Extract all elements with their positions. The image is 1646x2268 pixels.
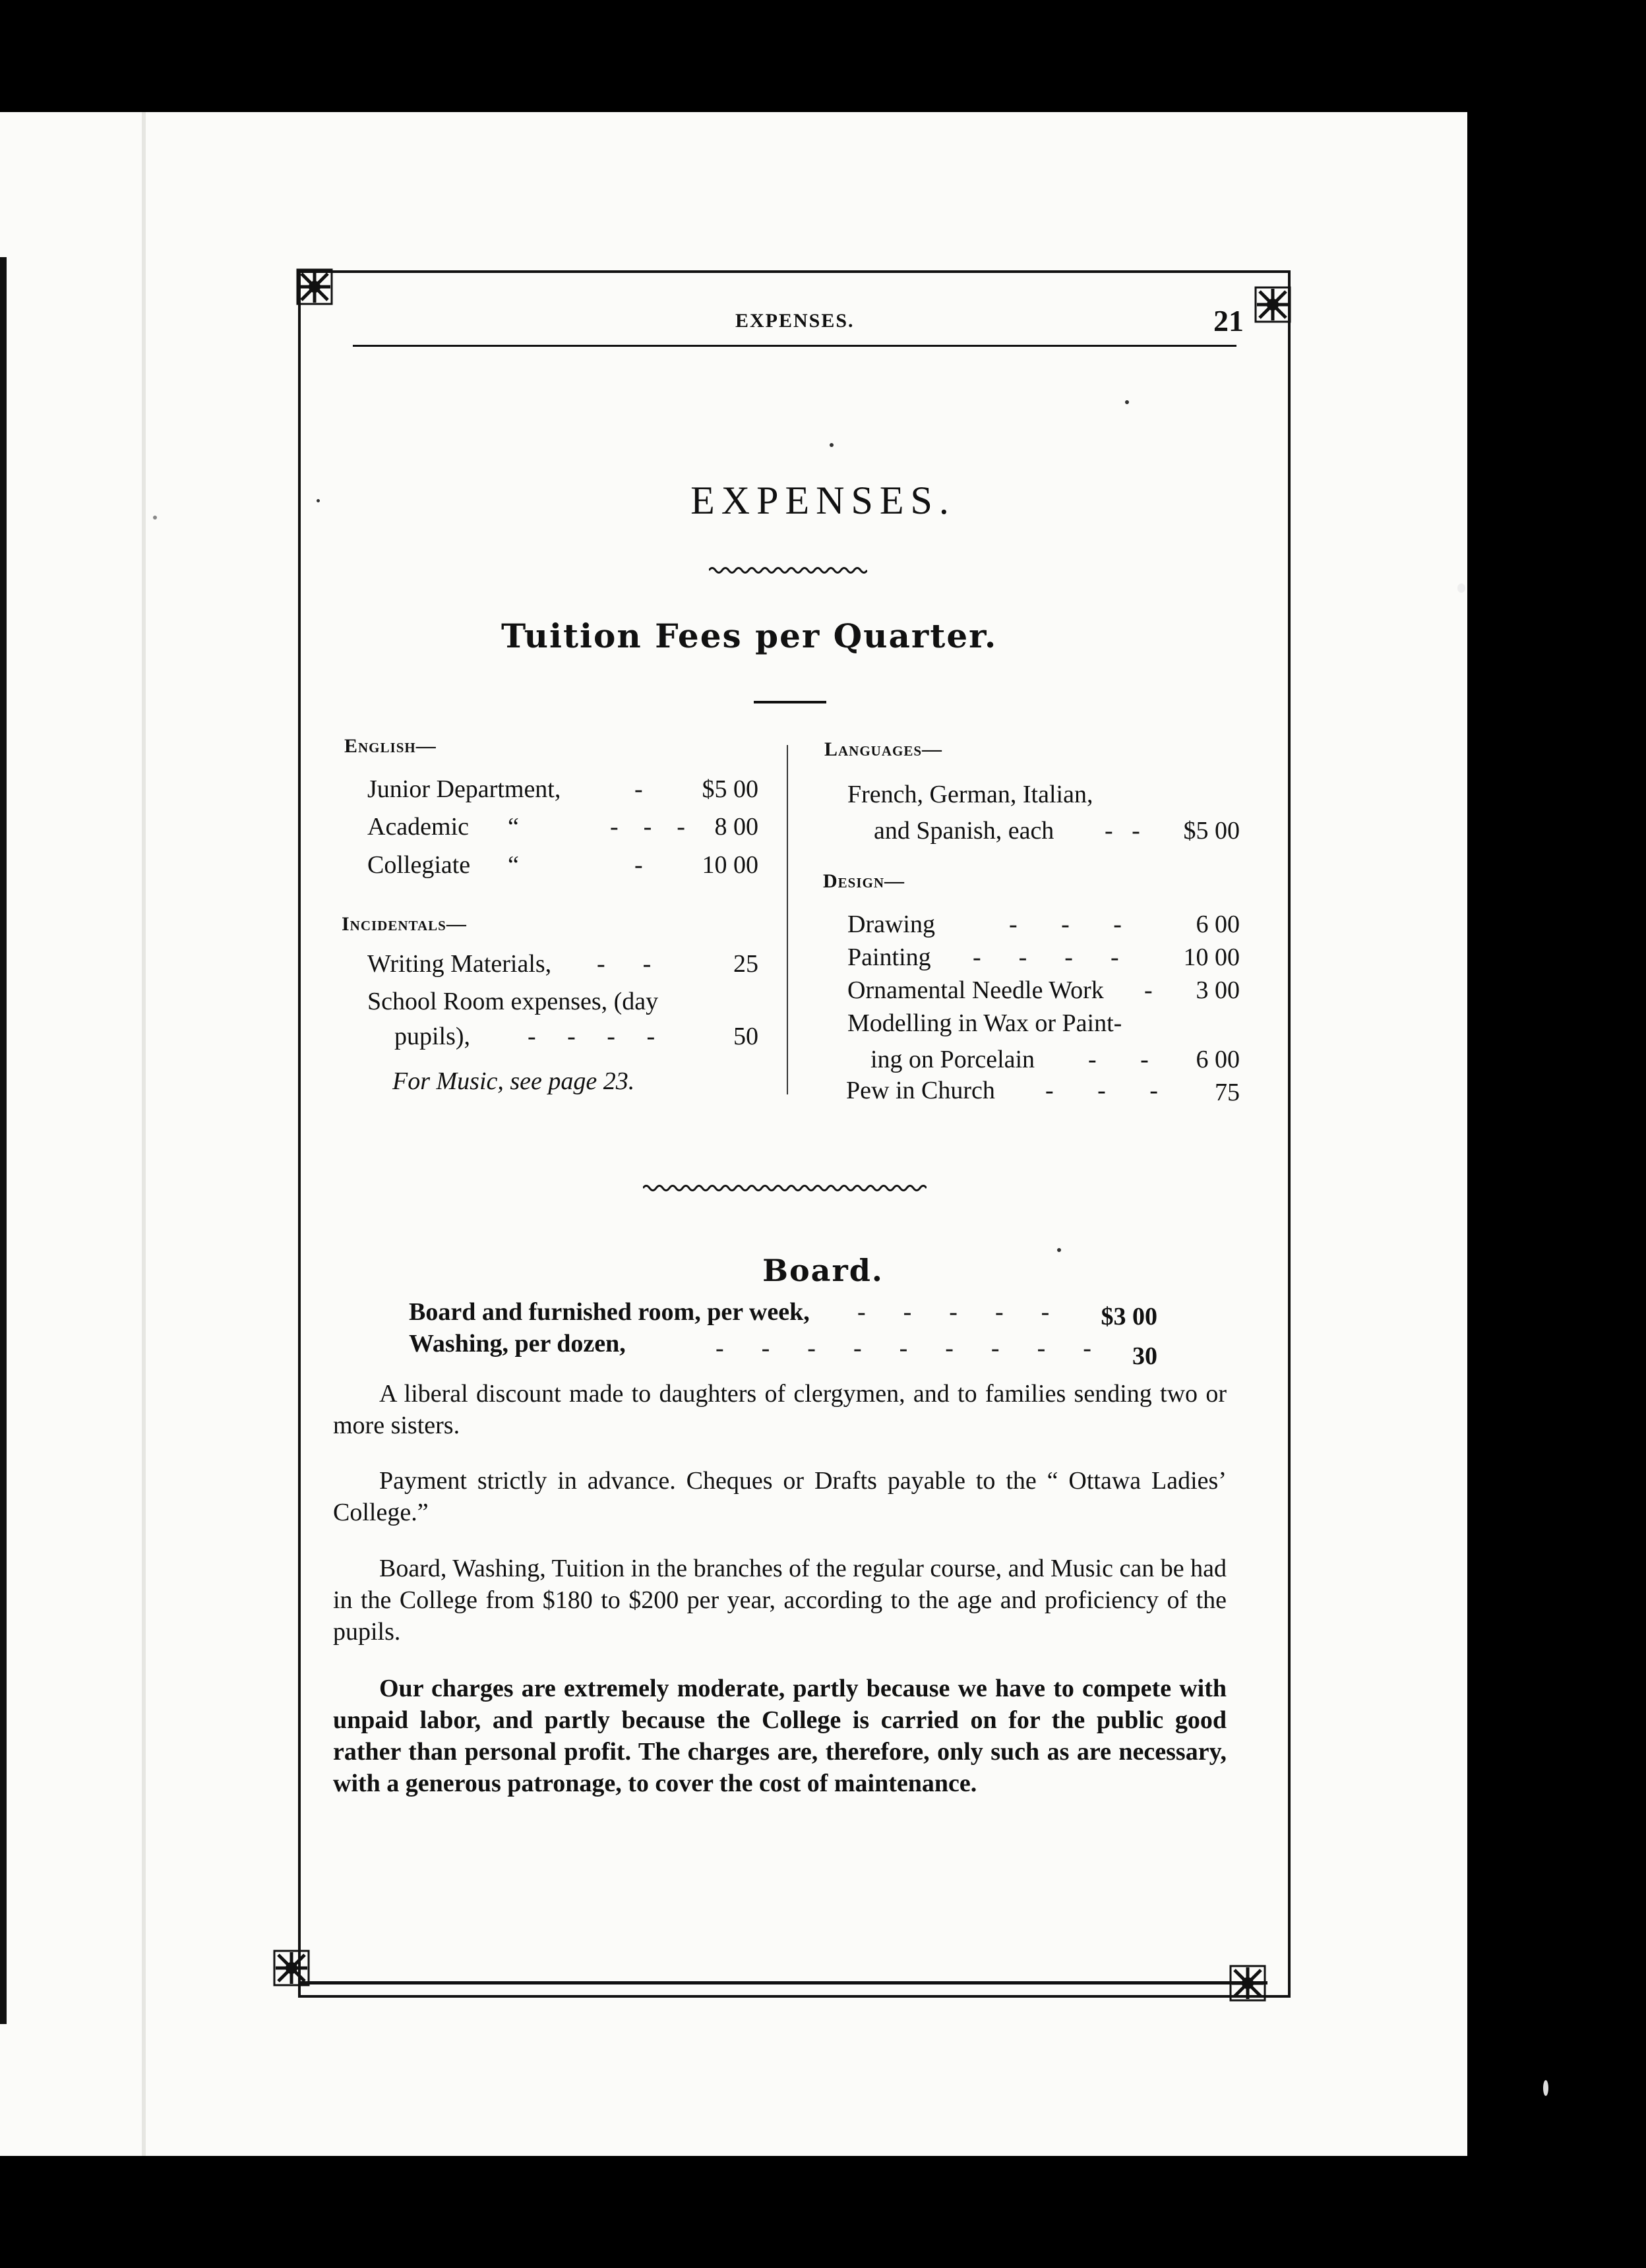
school-room-label: School Room expenses, (day [367,988,659,1015]
design-heading: Design— [823,870,905,892]
design-item-label: Pew in Church [846,1077,995,1104]
scan-speck [1543,2080,1548,2096]
paragraph-text: Board, Washing, Tuition in the branches of the regular course, and Music can be had in the College from $180 to $200 per year, according to the age and proficiency of the pupils. [333,1555,1227,1646]
frame-bottom-rule [298,1981,1267,1984]
design-item-label: Drawing [847,910,935,938]
leader-dots: - - - [610,813,685,841]
english-heading: English— [344,735,437,757]
header-rule [353,345,1236,347]
languages-line: and Spanish, each [874,817,1054,845]
page-title: EXPENSES. [690,479,956,522]
languages-heading: Languages— [824,738,943,760]
english-item-label: Junior Department, [367,775,561,803]
short-rule [754,701,826,703]
paragraph [333,1378,1227,1441]
tuition-heading: Tuition Fees per Quarter. [501,616,998,655]
design-item-amount: 75 [1215,1079,1240,1106]
design-item-label: Painting [847,943,931,971]
leader-dots: - - - - - - - - - [716,1334,1091,1362]
english-item-amount: 8 00 [714,813,758,841]
leader-dots: - - [597,950,652,978]
paragraph-text: A liberal discount made to daughters of clergymen, and to families sending two or more sisters. [333,1380,1227,1439]
paragraph [333,1465,1227,1528]
board-item-label: Board and furnished room, per week, [409,1298,810,1326]
leader-dots: - - - - [973,943,1119,971]
design-item-amount: 6 00 [1196,1046,1240,1073]
english-item-label: Collegiate [367,851,471,879]
wavy-divider [643,1183,927,1193]
incidentals-heading: Incidentals— [342,913,467,935]
paragraph-text: Payment strictly in advance. Cheques or Drafts payable to the “ Ottawa Ladies’ College.” [333,1467,1227,1526]
school-room-amount: 50 [733,1023,758,1050]
leader-dots: - - [1105,817,1140,845]
leader-dots: - - [1088,1046,1149,1073]
school-room-label-cont: pupils), [394,1023,471,1050]
design-item-amount: 3 00 [1196,976,1240,1004]
leader-dots: - [1144,976,1153,1004]
column-divider [787,745,788,1094]
leader-dots: - - - - - [857,1298,1050,1326]
leader-dots: - [634,851,643,879]
running-head-title: EXPENSES. [735,310,855,332]
music-note: For Music, see page 23. [392,1067,635,1095]
design-item-label: ing on Porcelain [870,1046,1035,1073]
scan-speck [1125,400,1129,404]
wavy-divider [709,566,867,575]
scan-speck [830,443,834,447]
languages-line: French, German, Italian, [847,781,1093,808]
page-number: 21 [1213,304,1244,338]
scan-speck [317,499,320,502]
design-item-label: Ornamental Needle Work [847,976,1104,1004]
leader-dots: - - - [1045,1077,1158,1104]
board-item-amount: $3 00 [1101,1303,1157,1330]
english-item-amount: 10 00 [702,851,758,879]
english-item-label: Academic [367,813,470,841]
leader-dots: - - - - [528,1023,655,1050]
leader-dots: - - - [1009,910,1122,938]
corner-ornament-icon [272,1948,311,1988]
writing-materials-amount: 25 [733,950,758,978]
paragraph [333,1553,1227,1648]
design-item-label: Modelling in Wax or Paint- [847,1009,1122,1037]
board-item-label: Washing, per dozen, [409,1330,626,1358]
paragraph [333,1673,1227,1799]
design-item-amount: 10 00 [1183,943,1240,971]
ditto-mark: “ [508,813,519,841]
design-item-amount: 6 00 [1196,910,1240,938]
ditto-mark: “ [508,851,519,879]
writing-materials-label: Writing Materials, [367,950,552,978]
corner-ornament-icon [1253,285,1293,324]
corner-ornament-icon [1228,1963,1267,2003]
page-fold [142,112,146,2156]
english-item-amount: $5 00 [702,775,758,803]
scan-speck [153,516,157,520]
languages-amount: $5 00 [1183,817,1240,845]
scan-speck [1457,583,1465,593]
scan-speck [1057,1248,1061,1252]
leader-dots: - [634,775,643,803]
board-heading: Board. [762,1253,884,1288]
corner-ornament-icon [295,267,334,307]
paragraph-text: Our charges are extremely moderate, partly because we have to compete with unpaid labor, and partly because the College is carried on for the public good rather than personal profit. The charges are, therefore, only such as are necessary, with a generous patronage, to cover the cost of maintenance. [333,1675,1227,1797]
board-item-amount: 30 [1132,1342,1157,1370]
